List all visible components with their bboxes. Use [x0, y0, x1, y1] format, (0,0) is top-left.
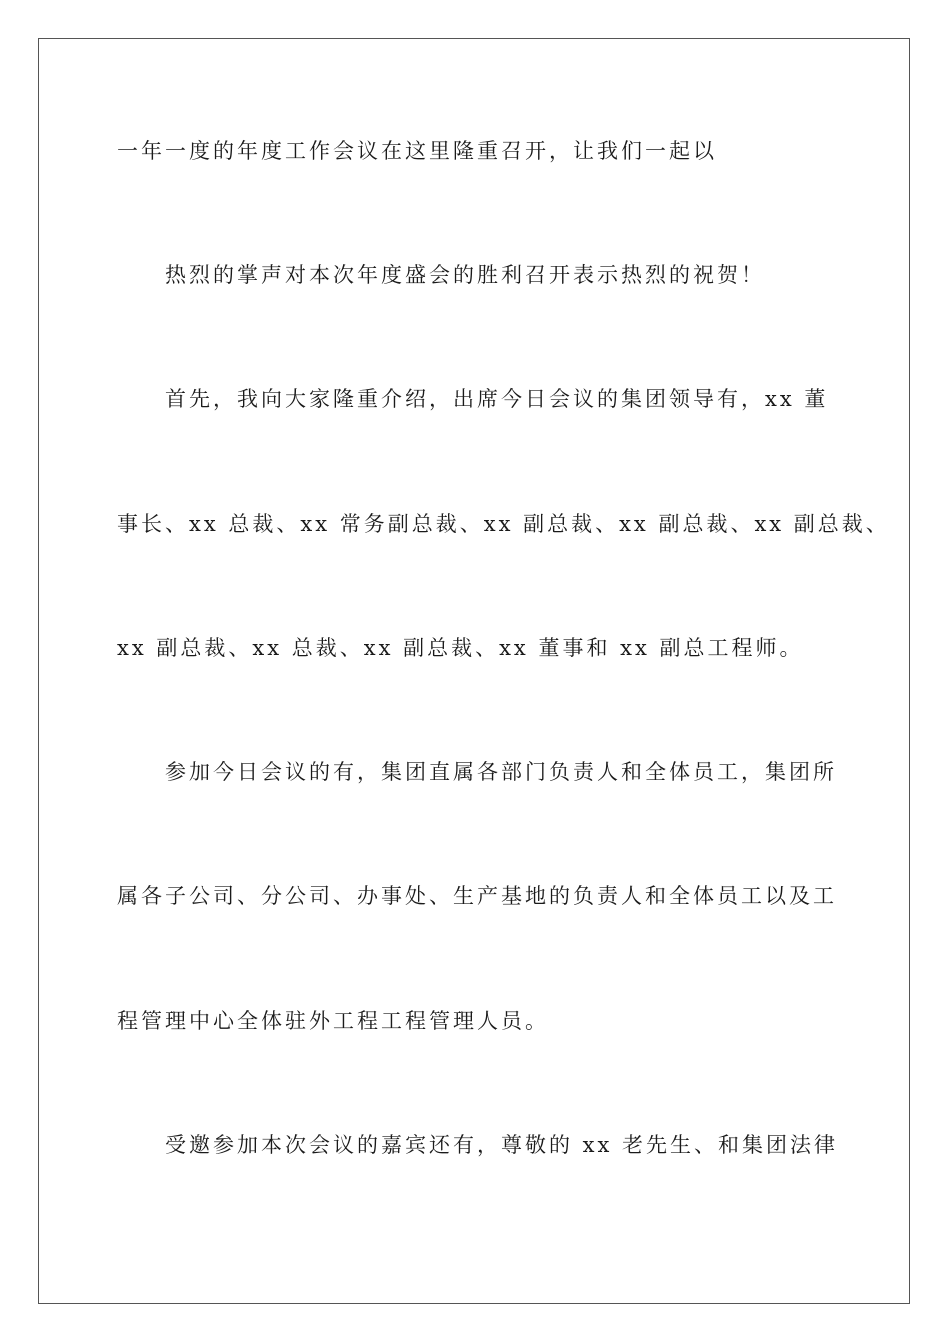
paragraph-line-4: 事长、xx 总裁、xx 常务副总裁、xx 副总裁、xx 副总裁、xx 副总裁、 — [117, 512, 890, 536]
page-border — [38, 38, 910, 1304]
paragraph-line-3: 首先，我向大家隆重介绍，出席今日会议的集团领导有，xx 董 — [165, 387, 829, 411]
paragraph-line-6: 参加今日会议的有，集团直属各部门负责人和全体员工，集团所 — [165, 760, 837, 784]
paragraph-line-1: 一年一度的年度工作会议在这里隆重召开，让我们一起以 — [117, 139, 717, 163]
paragraph-line-8: 程管理中心全体驻外工程工程管理人员。 — [117, 1009, 549, 1033]
paragraph-line-7: 属各子公司、分公司、办事处、生产基地的负责人和全体员工以及工 — [117, 884, 837, 908]
paragraph-line-5: xx 副总裁、xx 总裁、xx 副总裁、xx 董事和 xx 副总工程师。 — [117, 636, 804, 660]
paragraph-line-9: 受邀参加本次会议的嘉宾还有，尊敬的 xx 老先生、和集团法律 — [165, 1133, 839, 1157]
paragraph-line-2: 热烈的掌声对本次年度盛会的胜利召开表示热烈的祝贺！ — [165, 263, 765, 287]
